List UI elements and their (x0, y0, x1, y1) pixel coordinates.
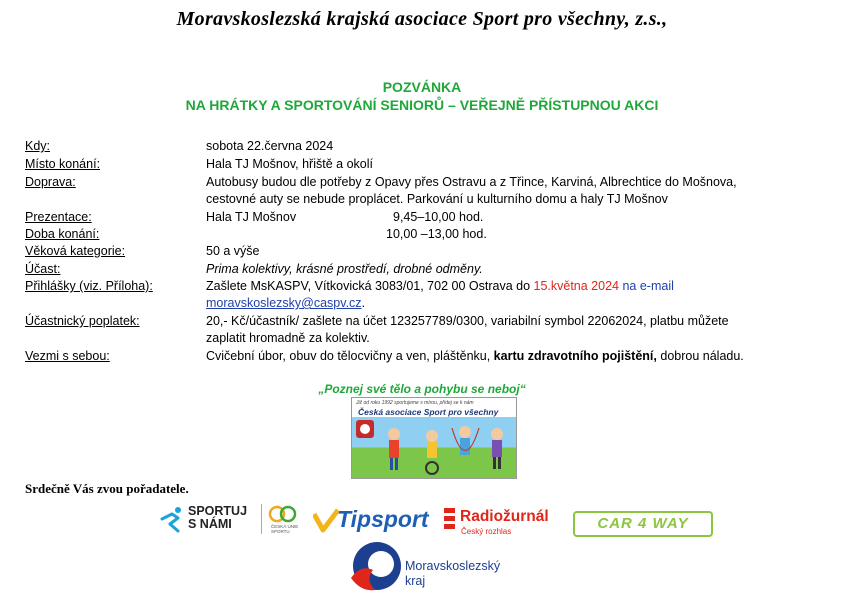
kraj-line1: Moravskoslezský (405, 559, 501, 573)
email-link[interactable]: moravskoslezsky@caspv.cz (206, 296, 362, 310)
applications-value (206, 279, 674, 293)
registration-time: 9,45–10,00 hod. (393, 210, 484, 224)
when-label: Kdy: (25, 139, 51, 153)
car4way-logo (573, 511, 713, 537)
email-period: . (361, 296, 366, 310)
promo-banner (351, 397, 517, 479)
organization-title: Moravskoslezská krajská asociace Sport pro všechny, z.s., (176, 8, 668, 30)
bring-value (206, 349, 744, 363)
sportuj-line1: SPORTUJ (188, 504, 248, 518)
sportuj-line2: S NÁMI (188, 517, 232, 531)
signoff: Srdečně Vás zvou pořadatele. (25, 481, 189, 496)
radio-bars-icon (444, 508, 456, 530)
bring-insurance-card: kartu zdravotního pojištění, (493, 349, 657, 363)
transport-label: Doprava: (25, 175, 76, 189)
age-category-label: Věková kategorie: (25, 244, 126, 258)
registration-label: Prezentace: (25, 210, 92, 224)
cus-emblem-icon (268, 504, 298, 524)
kraj-emblem-icon (347, 540, 401, 596)
cus-logo (261, 504, 304, 534)
participation-label: Účast: (25, 262, 61, 276)
radio-name: Radiožurnál (460, 508, 549, 525)
bring-text-end: dobrou náladu. (656, 349, 744, 363)
applications-deadline: 15.května 2024 (533, 279, 619, 293)
venue-label: Místo konání: (25, 157, 101, 171)
radio-sub: Český rozhlas (461, 527, 512, 536)
sportuj-text (188, 505, 247, 531)
fee-value-line1: 20,- Kč/účastník/ zašlete na účet 123257789/0300, variabilní symbol 22062024, platbu můžete (206, 314, 729, 328)
registration-place: Hala TJ Mošnov (206, 210, 297, 224)
applications-text: Zašlete MsKASPV, Vítkovická 3083/01, 702 00 Ostrava do (206, 279, 534, 293)
runner-icon (158, 505, 186, 533)
applications-email-intro: na e-mail (619, 279, 674, 293)
bring-label: Vezmi s sebou: (25, 349, 110, 363)
duration-label: Doba konání: (25, 227, 100, 241)
tipsport-check-icon (313, 508, 339, 536)
promo-small-text: Již od roku 1992 sportujeme s mírou, přidej se k nám (356, 400, 474, 406)
transport-value-line1: Autobusy budou dle potřeby z Opavy přes Ostravu a z Třince, Karviná, Albrechtice do Mošnova, (206, 175, 737, 189)
fee-value-line2: zaplatit hromadně za kolektiv. (206, 331, 370, 345)
applications-email-line (206, 296, 365, 310)
promo-banner-title: Česká asociace Sport pro všechny (358, 407, 499, 417)
participation-value: Prima kolektivy, krásné prostředí, drobné odměny. (206, 262, 483, 276)
radiozurnal-logo (444, 508, 564, 538)
sportuj-s-nami-logo (158, 505, 263, 535)
duration-time: 10,00 –13,00 hod. (386, 227, 487, 241)
invitation-subheading: NA HRÁTKY A SPORTOVÁNÍ SENIORŮ – VEŘEJNĚ PŘÍSTUPNOU AKCI (185, 97, 659, 113)
bring-text: Cvičební úbor, obuv do tělocvičny a ven, pláštěnku, (206, 349, 494, 363)
venue-value: Hala TJ Mošnov, hřiště a okolí (206, 157, 373, 171)
tipsport-text: Tipsport (337, 506, 429, 532)
moravskoslezsky-kraj-logo (347, 540, 517, 596)
cus-text: ČESKÁ UNIE SPORTU (271, 524, 299, 534)
car4way-text: CAR 4 WAY (597, 515, 689, 532)
kids-illustration (352, 398, 516, 478)
kraj-text (405, 559, 500, 589)
age-category-value: 50 a výše (206, 244, 260, 258)
when-value: sobota 22.června 2024 (206, 139, 334, 153)
fee-label: Účastnický poplatek: (25, 314, 140, 328)
transport-value-line2: cestovné auty se nebude proplácet. Parkování u kulturního domu a haly TJ Mošnov (206, 192, 668, 206)
applications-label: Přihlášky (viz. Příloha): (25, 279, 153, 293)
slogan: „Poznej své tělo a pohybu se neboj“ (318, 382, 526, 396)
kraj-line2: kraj (405, 574, 426, 588)
tipsport-logo (313, 506, 441, 538)
invitation-heading: POZVÁNKA (382, 79, 462, 95)
